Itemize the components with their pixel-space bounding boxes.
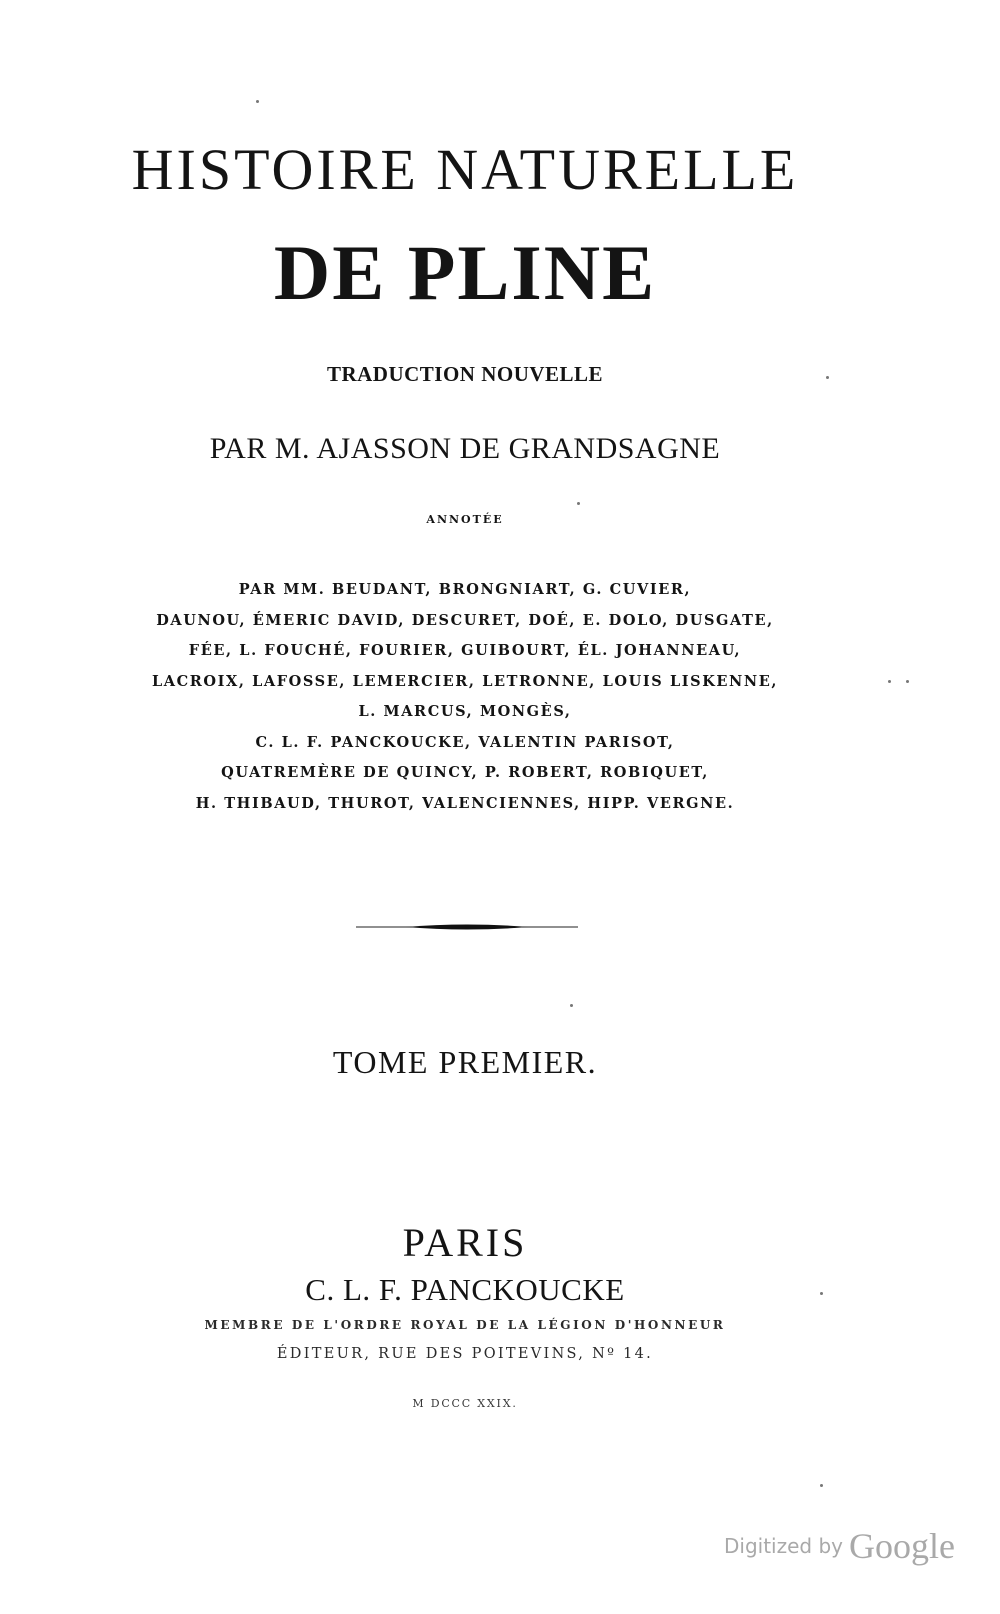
scan-speck	[256, 100, 259, 103]
scan-speck	[826, 376, 829, 379]
digitized-by-google-watermark	[724, 1525, 984, 1567]
scan-speck	[888, 680, 891, 683]
imprint-year: M DCCC XXIX.	[412, 1397, 518, 1410]
annotators-line: L. MARCUS, MONGÈS,	[358, 703, 572, 720]
watermark-prefix: Digitized by	[724, 1534, 843, 1558]
imprint-city: PARIS	[402, 1220, 528, 1265]
scan-speck	[906, 680, 909, 683]
annotated-label: ANNOTÉE	[426, 513, 504, 526]
translator-line: PAR M. AJASSON DE GRANDSAGNE	[209, 432, 721, 465]
subtitle: TRADUCTION NOUVELLE	[326, 362, 604, 386]
annotators-line: DAUNOU, ÉMERIC DAVID, DESCURET, DOÉ, E. DOLO, DUSGATE,	[156, 611, 774, 629]
title-line-1: HISTOIRE NATURELLE	[131, 137, 799, 202]
annotators-list	[0, 575, 930, 819]
imprint-publisher: C. L. F. PANCKOUCKE	[305, 1272, 625, 1307]
imprint-membership: MEMBRE DE L'ORDRE ROYAL DE LA LÉGION D'HONNEUR	[204, 1318, 726, 1332]
annotators-line: LACROIX, LAFOSSE, LEMERCIER, LETRONNE, LOUIS LISKENNE,	[151, 672, 779, 690]
imprint-address: ÉDITEUR, RUE DES POITEVINS, Nº 14.	[276, 1346, 654, 1362]
scan-speck	[820, 1484, 823, 1487]
annotators-line: PAR MM. BEUDANT, BRONGNIART, G. CUVIER,	[238, 581, 692, 598]
scan-speck	[820, 1292, 823, 1295]
volume-label: TOME PREMIER.	[332, 1044, 598, 1080]
annotators-line: H. THIBAUD, THUROT, VALENCIENNES, HIPP. VERGNE.	[195, 794, 735, 812]
annotators-line: QUATREMÈRE DE QUINCY, P. ROBERT, ROBIQUET,	[221, 764, 709, 781]
ornamental-divider	[356, 920, 578, 934]
google-logo: Google	[849, 1526, 955, 1566]
scan-speck	[577, 502, 580, 505]
annotators-line: C. L. F. PANCKOUCKE, VALENTIN PARISOT,	[255, 733, 675, 751]
title-line-2: DE PLINE	[273, 229, 657, 316]
annotators-line: FÉE, L. FOUCHÉ, FOURIER, GUIBOURT, ÉL. JOHANNEAU,	[188, 642, 742, 659]
scan-speck	[570, 1004, 573, 1007]
